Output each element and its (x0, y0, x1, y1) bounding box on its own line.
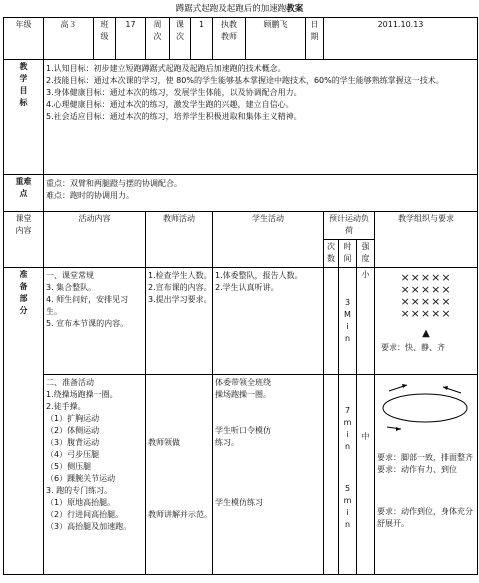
duration-char: m (343, 496, 352, 505)
col-load: 预计运动负荷 (324, 212, 375, 240)
date-value: 2011.10.13 (324, 18, 478, 60)
formation-row: ××××× (400, 307, 452, 320)
teacher-line: 教师领做 (148, 438, 180, 447)
difficulty-point: 难点：跑时的协调用力。 (46, 191, 134, 200)
column-header-row (4, 212, 478, 240)
arrow-head-icon (443, 386, 448, 390)
teacher-line: 3.提出学习要求。 (148, 295, 212, 304)
activity-line: 二、准备活动 (46, 378, 94, 387)
activity-line: 3. 集合整队。 (46, 283, 97, 292)
teacher-label: 执教 教师 (213, 18, 246, 60)
warmup-activities (44, 375, 146, 575)
activity-line: 1.绕操场跑操一圈。 (46, 390, 118, 399)
routine-teacher (146, 268, 213, 375)
grade-value: 高３ (44, 18, 94, 60)
track-oval-icon (383, 394, 467, 422)
col-duration: 时 间 (339, 240, 357, 268)
student-formation (377, 272, 475, 320)
activity-line: （1）扩胸运动 (46, 414, 100, 423)
arrow-head-icon (396, 427, 401, 431)
student-line: 体委带领全班绕 (215, 378, 271, 387)
duration-char: m (343, 418, 352, 427)
key-points-row (4, 175, 478, 212)
warmup-organization (375, 375, 478, 575)
activity-line: 5. 宣布本节课的内容。 (46, 319, 129, 328)
warmup-row (4, 375, 478, 575)
intensity-value: 中 (361, 432, 370, 441)
warmup-requirement: 舒展开。 (377, 519, 409, 528)
formation-row: ××××× (400, 295, 452, 308)
routine-activities (44, 268, 146, 375)
objectives-row (4, 60, 478, 175)
warmup-teacher (146, 375, 213, 575)
objective-item: 5.社会适应目标：通过本次的练习，培养学生积极进取和集体主义精神。 (46, 112, 302, 121)
duration-char: i (346, 508, 349, 517)
formation-row: ××××× (400, 271, 452, 284)
teacher-line: 教师讲解并示范。 (148, 510, 212, 519)
col-teacher: 教师活动 (146, 212, 213, 268)
student-line: 1.体委整队，报告人数。 (215, 271, 303, 280)
teacher-line: 1.检查学生人数。 (148, 271, 212, 280)
routine-organization (375, 268, 478, 375)
section-label: 准 备 部 分 (4, 268, 44, 575)
duration-char: 3 (344, 298, 351, 307)
activity-line: （2）行进间高抬腿。 (46, 510, 124, 519)
duration-char: M (344, 310, 351, 319)
student-line: 学生听口令模仿 (215, 426, 271, 435)
routine-times (324, 268, 339, 375)
objectives-label: 教 学 目 标 (4, 60, 44, 175)
arrow-head-icon (402, 384, 407, 388)
routine-row (4, 268, 478, 375)
activity-line: （1）原地高抬腿。 (46, 498, 116, 507)
duration-char: 7 (344, 406, 351, 415)
student-line: 学生模仿练习 (215, 498, 263, 507)
activity-line: 4. 师生问好，安排见习生。 (46, 295, 129, 316)
routine-student (213, 268, 324, 375)
grade-label: 年级 (4, 18, 44, 60)
activity-line: （2）体侧运动 (46, 426, 100, 435)
col-student: 学生活动 (213, 212, 324, 268)
duration-char: n (344, 442, 351, 451)
activity-line: （6）踝腕关节运动 (46, 474, 116, 483)
activity-line: （5）侧压腿 (46, 462, 92, 471)
objective-item: 3.身体健康目标：通过本次的练习，发展学生体能，以及协调配合用力。 (46, 88, 302, 97)
routine-duration (339, 268, 357, 375)
activity-line: （3）腹背运动 (46, 438, 100, 447)
activity-line: （4）弓步压腿 (46, 450, 100, 459)
warmup-student (213, 375, 324, 575)
routine-intensity: 小 (357, 268, 375, 375)
student-line: 练习。 (215, 438, 239, 447)
title-bold: 教案 (286, 4, 304, 14)
duration-char: n (344, 520, 351, 529)
objective-item: 1.认知目标：初步建立短跑蹲踞式起跑及起跑后加速跑的技术概念。 (46, 64, 286, 73)
col-activity: 活动内容 (44, 212, 146, 268)
student-line: 操场跑操一圈。 (215, 390, 271, 399)
col-times: 次 数 (324, 240, 339, 268)
key-point: 重点：双臂和两腿蹬与摆的协调配合。 (46, 179, 182, 188)
key-points-content (44, 175, 478, 212)
formation-row: ××××× (400, 283, 452, 296)
col-intensity: 强 度 (357, 240, 375, 268)
week-label: 周 次 (146, 18, 170, 60)
lesson-label: 课 次 (170, 18, 191, 60)
warmup-requirement: 要求：动作到位，身体充分 (377, 507, 473, 516)
objective-item: 4.心理健康目标：通过本次的练习，激发学生跑的兴趣，建立自信心。 (46, 100, 294, 109)
activity-line: 3. 跑的专门练习。 (46, 486, 113, 495)
key-points-label: 重难 点 (4, 175, 44, 212)
col-content: 课堂 内容 (4, 212, 44, 268)
duration-char: i (346, 322, 349, 331)
page-title (0, 2, 479, 14)
objective-item: 2.技能目标：通过本次课的学习，使 80%的学生能够基本掌握途中跑技术，60%的学生能够熟练掌握这一技术。 (46, 76, 444, 85)
lesson-plan-table (3, 17, 478, 575)
activity-line: （3）高抬腿及加速跑。 (46, 522, 132, 531)
teacher-value: 顾鹏飞 (246, 18, 306, 60)
student-line: 2.学生认真听讲。 (215, 283, 279, 292)
lesson-value: 1 (191, 18, 213, 60)
activity-line: 2.徒手操。 (46, 402, 86, 411)
warmup-requirement: 要求：动作有力、到位 (377, 465, 457, 474)
duration-char: i (346, 430, 349, 439)
duration-char: 5 (344, 484, 351, 493)
duration-char: n (344, 334, 351, 343)
header-row (4, 18, 478, 60)
class-value: 17 (116, 18, 146, 60)
warmup-intensity (357, 375, 375, 575)
teacher-position-icon: ▲ (422, 328, 430, 339)
warmup-requirement: 要求：脚部一致，排面整齐 (377, 453, 473, 462)
col-organization: 教学组织与要求 (375, 212, 478, 268)
warmup-times (324, 375, 339, 575)
warmup-duration (339, 375, 357, 575)
date-label: 日 期 (306, 18, 324, 60)
routine-requirement: 要求：快、静、齐 (381, 343, 445, 352)
objectives-list (44, 60, 478, 175)
class-label: 班 级 (94, 18, 116, 60)
activity-line: 一、课堂常规 (46, 271, 94, 280)
running-track-diagram (377, 379, 473, 434)
title-main: 蹲踞式起跑及起跑后的加速跑 (175, 4, 287, 14)
teacher-line: 2.宣布课的内容。 (148, 283, 212, 292)
